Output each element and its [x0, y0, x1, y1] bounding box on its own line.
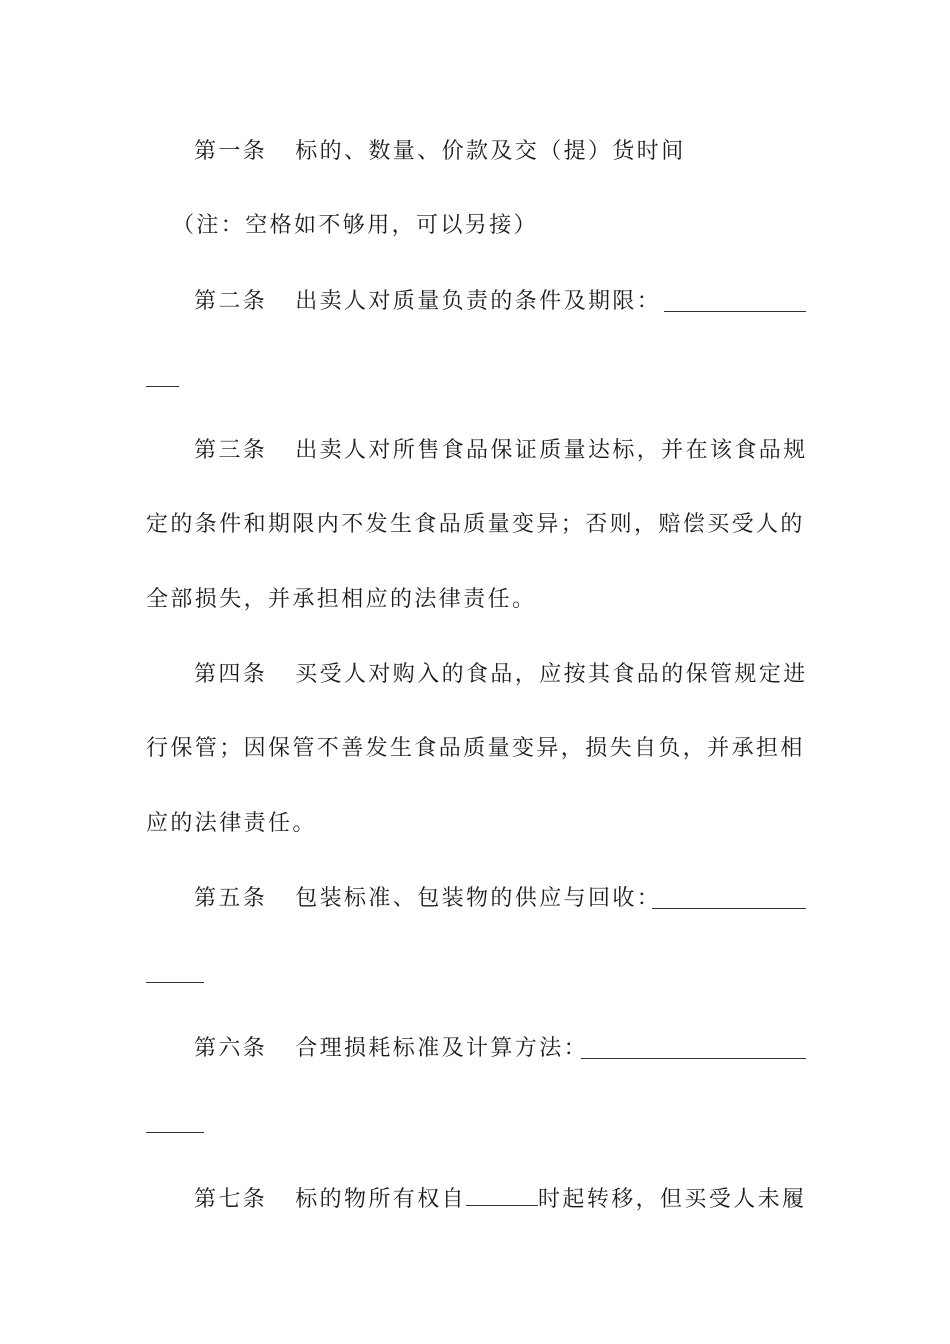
article-4-line-3: 应的法律责任。: [146, 811, 317, 836]
article-3-line-1: [194, 436, 806, 466]
article-6-number: 第六条: [194, 1036, 268, 1061]
article-1-note: （注：空格如不够用，可以另接）: [172, 213, 539, 238]
article-4-line-1: [194, 660, 806, 690]
article-7-text-after: 时起转移，但买受人未履: [538, 1187, 807, 1212]
article-3-text-1: 出卖人对所售食品保证质量达标，并在该食品规: [295, 438, 808, 463]
article-5-blank-line: [652, 908, 806, 909]
article-2: [194, 287, 806, 317]
article-5-blank-continuation: [146, 982, 204, 983]
article-7-line-1: [194, 1183, 806, 1213]
article-7-text-before: 标的物所有权自: [295, 1187, 467, 1212]
article-2-number: 第二条: [194, 289, 268, 314]
article-3-line-3: 全部损失，并承担相应的法律责任。: [146, 587, 537, 612]
article-1-number: 第一条: [194, 139, 268, 164]
article-7-number: 第七条: [194, 1187, 268, 1212]
article-3-number: 第三条: [194, 438, 268, 463]
article-6-text: 合理损耗标准及计算方法：: [295, 1036, 589, 1061]
article-4-line-2: 行保管；因保管不善发生食品质量变异，损失自负，并承担相: [146, 736, 805, 761]
article-6-blank-line: [581, 1058, 806, 1059]
article-5-number: 第五条: [194, 886, 268, 911]
article-6: [194, 1034, 806, 1064]
article-7-blank: [466, 1183, 538, 1206]
article-4-number: 第四条: [194, 662, 268, 687]
article-5: [194, 884, 806, 914]
article-2-blank-line: [664, 311, 806, 312]
article-5-text: 包装标准、包装物的供应与回收：: [295, 886, 662, 911]
article-1-heading: [194, 137, 806, 167]
article-6-blank-continuation: [146, 1132, 204, 1133]
article-3-line-2: 定的条件和期限内不发生食品质量变异；否则，赔偿买受人的: [146, 512, 805, 537]
article-2-text: 出卖人对质量负责的条件及期限：: [295, 289, 662, 314]
article-1-title: 标的、数量、价款及交（提）货时间: [295, 139, 686, 164]
article-2-blank-continuation: [146, 386, 179, 387]
article-4-text-1: 买受人对购入的食品，应按其食品的保管规定进: [295, 662, 808, 687]
